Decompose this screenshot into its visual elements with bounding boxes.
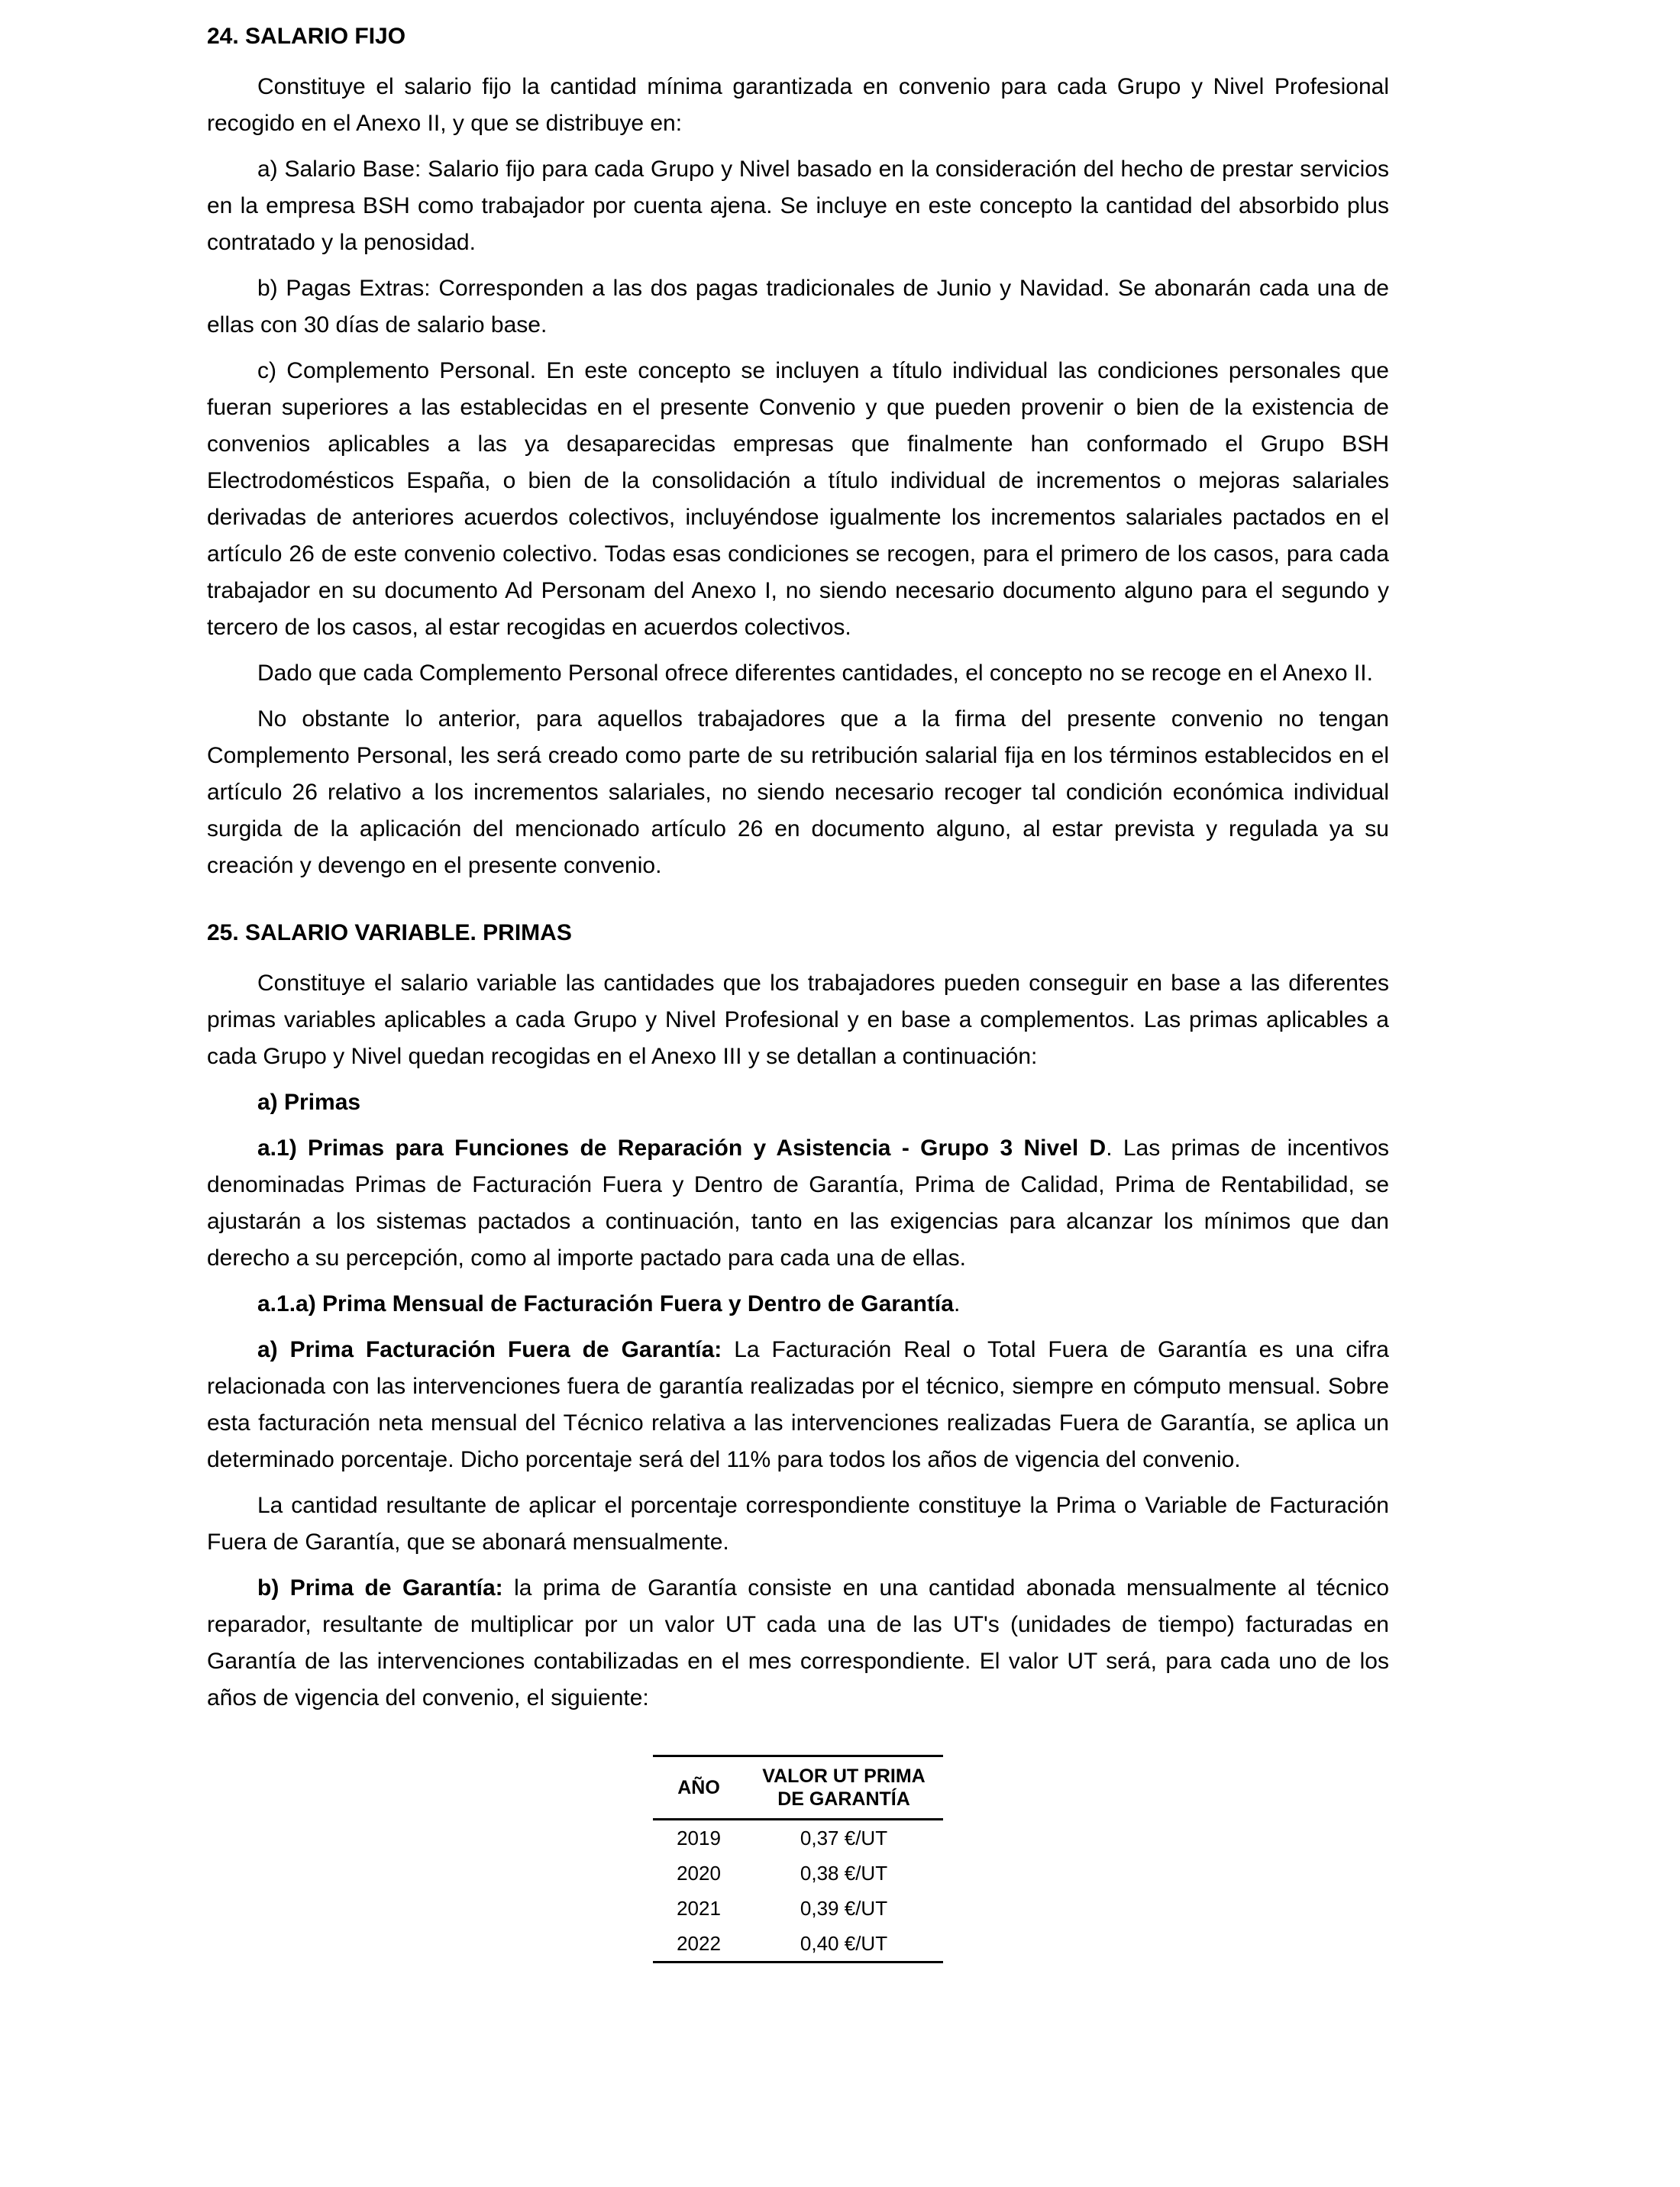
prima-fuera-body-text: La Facturación Real o Total Fuera de Garantía es una cifra relacionada con las intervenciones fuera de garantía realizadas por el técnico, siempre en cómputo mensual. Sobre esta facturación neta mensual del Técnico relativa a las intervenciones realizadas Fuera de Garantía, se aplica un determinado porcentaje. Dicho porcentaje será del 11% para todos los años de vigencia del convenio. — [207, 1337, 1389, 1472]
section-24-heading: 24. SALARIO FIJO — [207, 24, 406, 49]
section-24-item-a: a) Salario Base: Salario fijo para cada Grupo y Nivel basado en la consideración del hecho de prestar servicios en la empresa BSH como trabajador por cuenta ajena. Se incluye en este concepto la cantidad del absorbido plus contratado y la penosidad. — [207, 157, 1389, 255]
a1a-period: . — [953, 1291, 961, 1316]
table-cell-value: 0,39 €/UT — [800, 1897, 888, 1920]
table-cell-year: 2019 — [677, 1827, 721, 1849]
section-25-paragraph-intro: Constituye el salario variable las cantidades que los trabajadores pueden conseguir en base a las diferentes primas variables aplicables a cada Grupo y Nivel Profesional y en base a complementos. Las primas aplicables a cada Grupo y Nivel quedan recogidas en el Anexo III y se detallan a continuación: — [207, 971, 1389, 1069]
section-24-paragraph-intro: Constituye el salario fijo la cantidad mínima garantizada en convenio para cada Grupo y Nivel Profesional recogido en el Anexo II, y que se distribuye en: — [207, 74, 1389, 136]
page-content — [207, 18, 1389, 1963]
table-cell-year: 2021 — [677, 1897, 721, 1920]
paragraph-prima-fuera-garantia — [207, 1332, 1389, 1478]
table-cell-value: 0,38 €/UT — [800, 1862, 888, 1885]
table-header-ano: AÑO — [653, 1756, 745, 1820]
section-24-item-b: b) Pagas Extras: Corresponden a las dos pagas tradicionales de Junio y Navidad. Se abonarán cada una de ellas con 30 días de salario base. — [207, 276, 1389, 338]
paragraph-prima-de-garantia — [207, 1570, 1389, 1717]
table-header-valor-line2: DE GARANTÍA — [777, 1788, 910, 1810]
a1-body-text: . Las primas de incentivos denominadas Primas de Facturación Fuera y Dentro de Garantía, Prima de Calidad, Prima de Rentabilidad, se ajustarán a los sistemas pactados a continuación, tanto en las exigencias para alcanzar los mínimos que dan derecho a su percepción, como al importe pactado para cada una de ellas. — [207, 1135, 1389, 1271]
paragraph-a1a-subheading — [207, 1286, 1389, 1323]
table-cell-year: 2022 — [653, 1926, 745, 1962]
section-25-heading: 25. SALARIO VARIABLE. PRIMAS — [207, 920, 572, 945]
section-24-paragraph-dado: Dado que cada Complemento Personal ofrece diferentes cantidades, el concepto no se recoge en el Anexo II. — [257, 661, 1373, 686]
prima-garantia-lead-bold: b) Prima de Garantía: — [257, 1575, 503, 1601]
table-header-row — [653, 1756, 943, 1820]
a1-lead-bold: a.1) Primas para Funciones de Reparación y Asistencia - Grupo 3 Nivel D — [257, 1135, 1107, 1161]
table-cell-value: 0,40 €/UT — [745, 1926, 943, 1962]
table-row — [653, 1891, 943, 1926]
valor-ut-prima-table — [653, 1755, 943, 1963]
primas-subheading: a) Primas — [257, 1090, 361, 1115]
section-24-item-c: c) Complemento Personal. En este concepto se incluyen a título individual las condiciones personales que fueran superiores a las establecidas en el presente Convenio y que pueden provenir o bien de la existencia de convenios aplicables a las ya desaparecidas empresas que finalmente han conformado el Grupo BSH Electrodomésticos España, o bien de la consolidación a título individual de incrementos o mejoras salariales derivadas de anteriores acuerdos colectivos, incluyéndose igualmente los incrementos salariales pactados en el artículo 26 de este convenio colectivo. Todas esas condiciones se recogen, para el primero de los casos, para cada trabajador en su documento Ad Personam del Anexo I, no siendo necesario documento alguno para el segundo y tercero de los casos, al estar recogidas en acuerdos colectivos. — [207, 358, 1389, 640]
prima-garantia-body-text: la prima de Garantía consiste en una cantidad abonada mensualmente al técnico reparador, resultante de multiplicar por un valor UT cada una de las UT's (unidades de tiempo) facturadas en Garantía de las intervenciones contabilizadas en el mes correspondiente. El valor UT será, para cada uno de los años de vigencia del convenio, el siguiente: — [207, 1575, 1390, 1711]
paragraph-cantidad-resultante: La cantidad resultante de aplicar el porcentaje correspondiente constituye la Prima o Variable de Facturación Fuera de Garantía, que se abonará mensualmente. — [207, 1493, 1389, 1555]
prima-fuera-lead-bold: a) Prima Facturación Fuera de Garantía: — [257, 1337, 722, 1362]
table-cell-value: 0,37 €/UT — [800, 1827, 888, 1849]
section-24-paragraph-no-obstante: No obstante lo anterior, para aquellos trabajadores que a la firma del presente convenio no tengan Complemento Personal, les será creado como parte de su retribución salarial fija en los términos establecidos en el artículo 26 relativo a los incrementos salariales, no siendo necesario recoger tal condición económica individual surgida de la aplicación del mencionado artículo 26 en documento alguno, al estar prevista y regulada ya su creación y devengo en el presente convenio. — [207, 706, 1389, 878]
table-header-valor-line1: VALOR UT PRIMA — [762, 1765, 926, 1787]
table-row — [653, 1820, 943, 1856]
table-cell-year: 2020 — [677, 1862, 721, 1885]
table-row — [653, 1926, 943, 1962]
paragraph-a1 — [207, 1130, 1389, 1277]
table-row — [653, 1856, 943, 1891]
table-header-valor-ut — [745, 1756, 943, 1820]
a1a-lead-bold: a.1.a) Prima Mensual de Facturación Fuera y Dentro de Garantía — [257, 1291, 954, 1316]
